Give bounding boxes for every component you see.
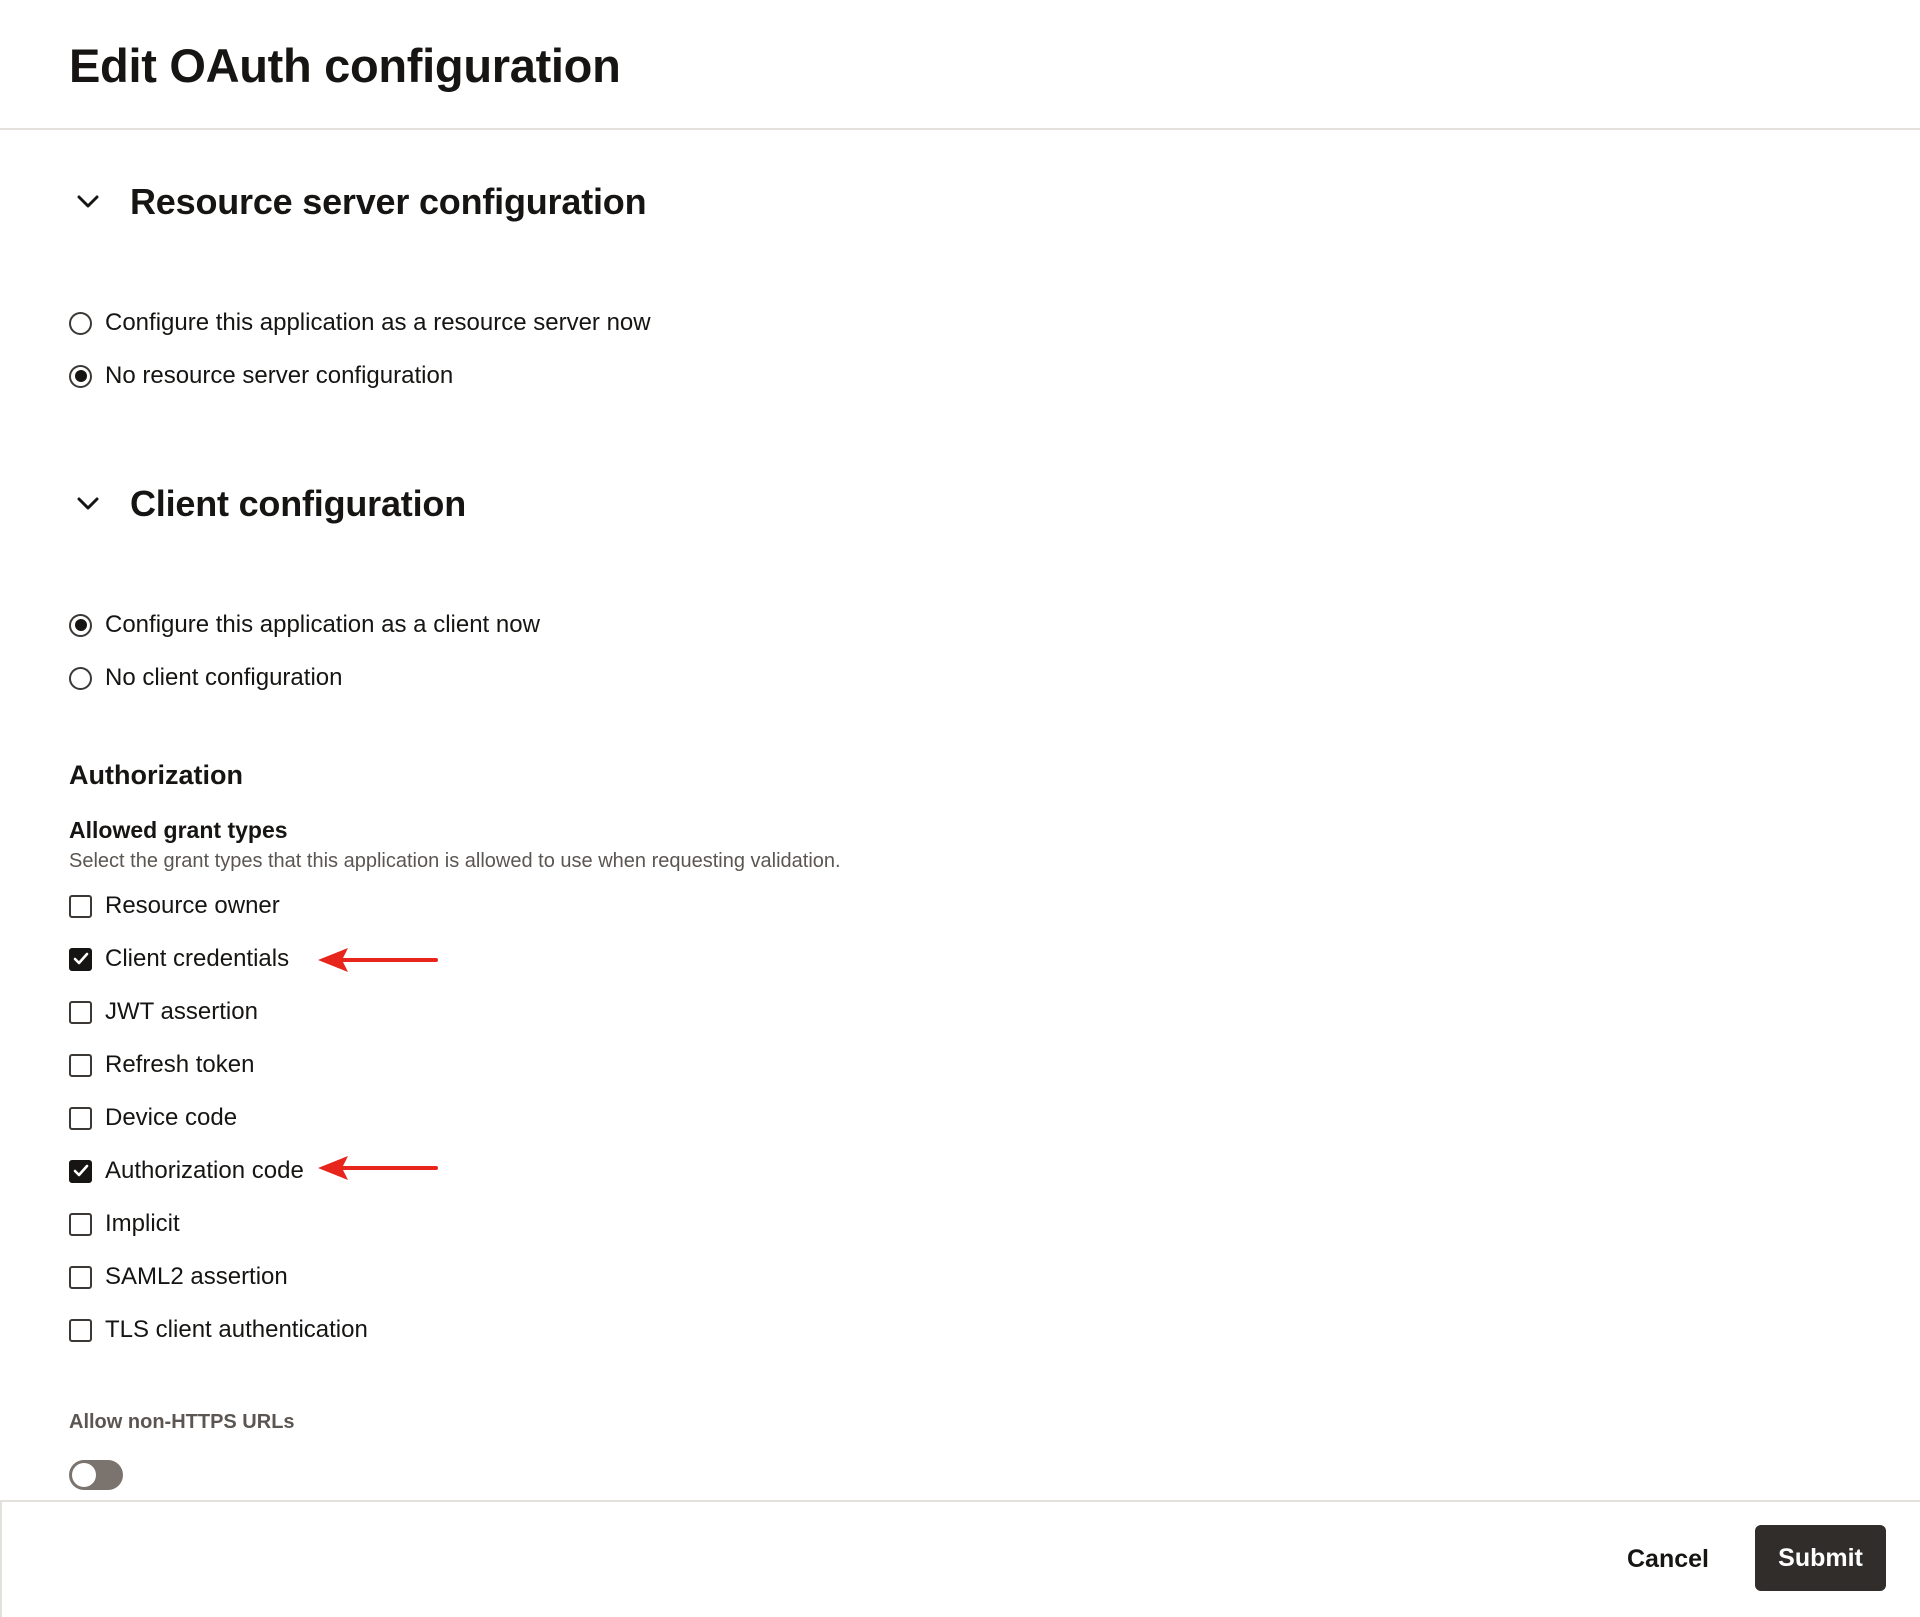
checkbox[interactable]: [69, 1054, 92, 1077]
checkbox[interactable]: [69, 1266, 92, 1289]
annotation-arrow-icon: [318, 946, 440, 974]
checkbox-label: TLS client authentication: [105, 1316, 368, 1343]
allow-non-https-label: Allow non-HTTPS URLs: [69, 1411, 295, 1433]
checkbox-label: Client credentials: [105, 945, 290, 972]
grant-types-label: Allowed grant types: [69, 817, 288, 843]
checkbox-label: Device code: [105, 1104, 238, 1131]
radio-button[interactable]: [69, 614, 92, 637]
annotation-arrow-icon: [318, 1154, 440, 1182]
checkbox-label: Resource owner: [105, 892, 280, 919]
client-section-title: Client configuration: [130, 483, 466, 524]
submit-button[interactable]: Submit: [1755, 1525, 1886, 1591]
chevron-down-icon: [69, 485, 107, 523]
radio-button[interactable]: [69, 667, 92, 690]
checkbox-label: SAML2 assertion: [105, 1263, 288, 1290]
page-title: Edit OAuth configuration: [69, 39, 621, 92]
cancel-button[interactable]: Cancel: [1627, 1544, 1709, 1573]
radio-no-resource-server[interactable]: [69, 358, 453, 394]
radio-label: No resource server configuration: [105, 362, 454, 389]
radio-configure-client[interactable]: [69, 607, 540, 643]
grant-types-helper-text: Select the grant types that this application is allowed to use when requesting validation.: [69, 850, 841, 872]
client-section-toggle[interactable]: [69, 474, 466, 534]
radio-button[interactable]: [69, 365, 92, 388]
chevron-down-icon: [69, 183, 107, 221]
checkbox[interactable]: [69, 948, 92, 971]
checkmark-icon: [73, 1164, 89, 1178]
checkbox-label: Authorization code: [105, 1157, 304, 1184]
checkmark-icon: [73, 952, 89, 966]
checkbox[interactable]: [69, 895, 92, 918]
checkbox-row-jwt-assertion[interactable]: [69, 994, 258, 1030]
resource-server-section-toggle[interactable]: [69, 172, 646, 232]
checkbox-row-refresh-token[interactable]: [69, 1047, 254, 1083]
checkbox-row-tls-client-authentication[interactable]: [69, 1312, 368, 1348]
radio-label: No client configuration: [105, 664, 343, 691]
checkbox[interactable]: [69, 1319, 92, 1342]
checkbox-row-device-code[interactable]: [69, 1100, 237, 1136]
radio-label: Configure this application as a client now: [105, 611, 540, 638]
radio-no-client[interactable]: [69, 660, 342, 696]
checkbox-label: JWT assertion: [105, 998, 258, 1025]
checkbox[interactable]: [69, 1160, 92, 1183]
toggle-knob: [72, 1463, 96, 1487]
checkbox[interactable]: [69, 1107, 92, 1130]
resource-server-section-title: Resource server configuration: [130, 181, 647, 222]
radio-button[interactable]: [69, 312, 92, 335]
checkbox[interactable]: [69, 1213, 92, 1236]
radio-configure-resource-server[interactable]: [69, 305, 651, 341]
checkbox[interactable]: [69, 1001, 92, 1024]
checkbox-row-authorization-code[interactable]: [69, 1153, 304, 1189]
checkbox-label: Implicit: [105, 1210, 180, 1237]
allow-non-https-toggle[interactable]: [69, 1460, 123, 1490]
checkbox-label: Refresh token: [105, 1051, 255, 1078]
page-header: [0, 0, 1920, 130]
authorization-heading: Authorization: [69, 760, 243, 790]
checkbox-row-client-credentials[interactable]: [69, 941, 289, 977]
checkbox-row-saml2-assertion[interactable]: [69, 1259, 288, 1295]
checkbox-row-resource-owner[interactable]: [69, 888, 280, 924]
radio-label: Configure this application as a resource server now: [105, 309, 651, 336]
checkbox-row-implicit[interactable]: [69, 1206, 180, 1242]
